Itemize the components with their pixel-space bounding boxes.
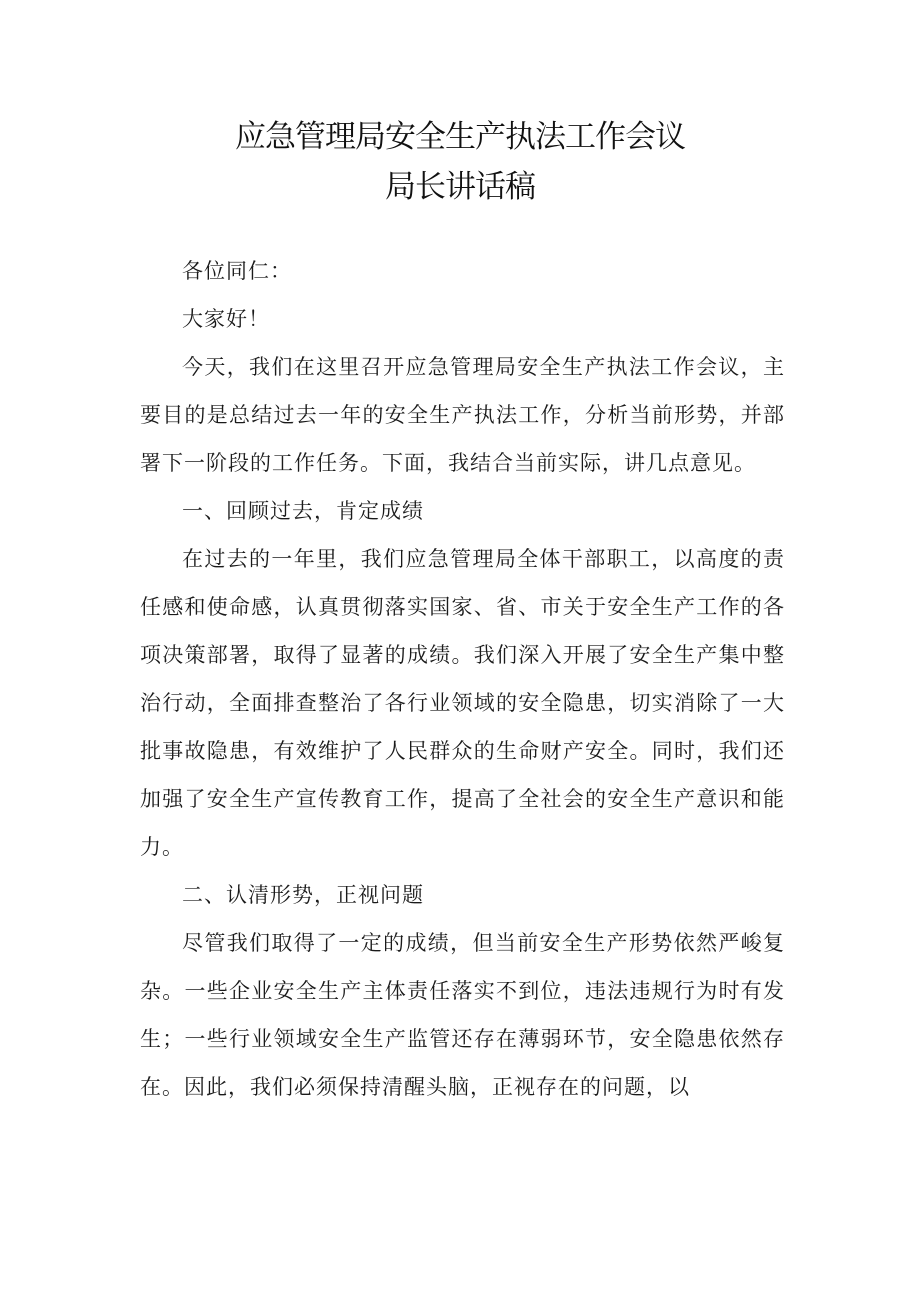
section-2-paragraph: 尽管我们取得了一定的成绩，但当前安全生产形势依然严峻复杂。一些企业安全生产主体责任落实不到位，违法违规行为时有发生；一些行业领域安全生产监管还存在薄弱环节，安全隐患依然存在。因此，我们必须保持清醒头脑，正视存在的问题，以 [140, 931, 785, 1099]
greeting: 大家好！ [182, 307, 270, 331]
salutation: 各位同仁： [182, 259, 292, 283]
document-title [0, 112, 920, 212]
document-body [140, 247, 785, 1111]
title-line-2: 局长讲话稿 [385, 169, 535, 205]
section-heading-2: 二、认清形势，正视问题 [182, 883, 424, 907]
section-1-paragraph: 在过去的一年里，我们应急管理局全体干部职工，以高度的责任感和使命感，认真贯彻落实国家、省、市关于安全生产工作的各项决策部署，取得了显著的成绩。我们深入开展了安全生产集中整治行动，全面排查整治了各行业领域的安全隐患，切实消除了一大批事故隐患，有效维护了人民群众的生命财产安全。同时，我们还加强了安全生产宣传教育工作，提高了全社会的安全生产意识和能力。 [140, 547, 785, 859]
intro-paragraph: 今天，我们在这里召开应急管理局安全生产执法工作会议，主要目的是总结过去一年的安全生产执法工作，分析当前形势，并部署下一阶段的工作任务。下面，我结合当前实际，讲几点意见。 [140, 355, 785, 475]
section-heading-1: 一、回顾过去，肯定成绩 [182, 499, 424, 523]
title-line-1: 应急管理局安全生产执法工作会议 [235, 119, 685, 155]
